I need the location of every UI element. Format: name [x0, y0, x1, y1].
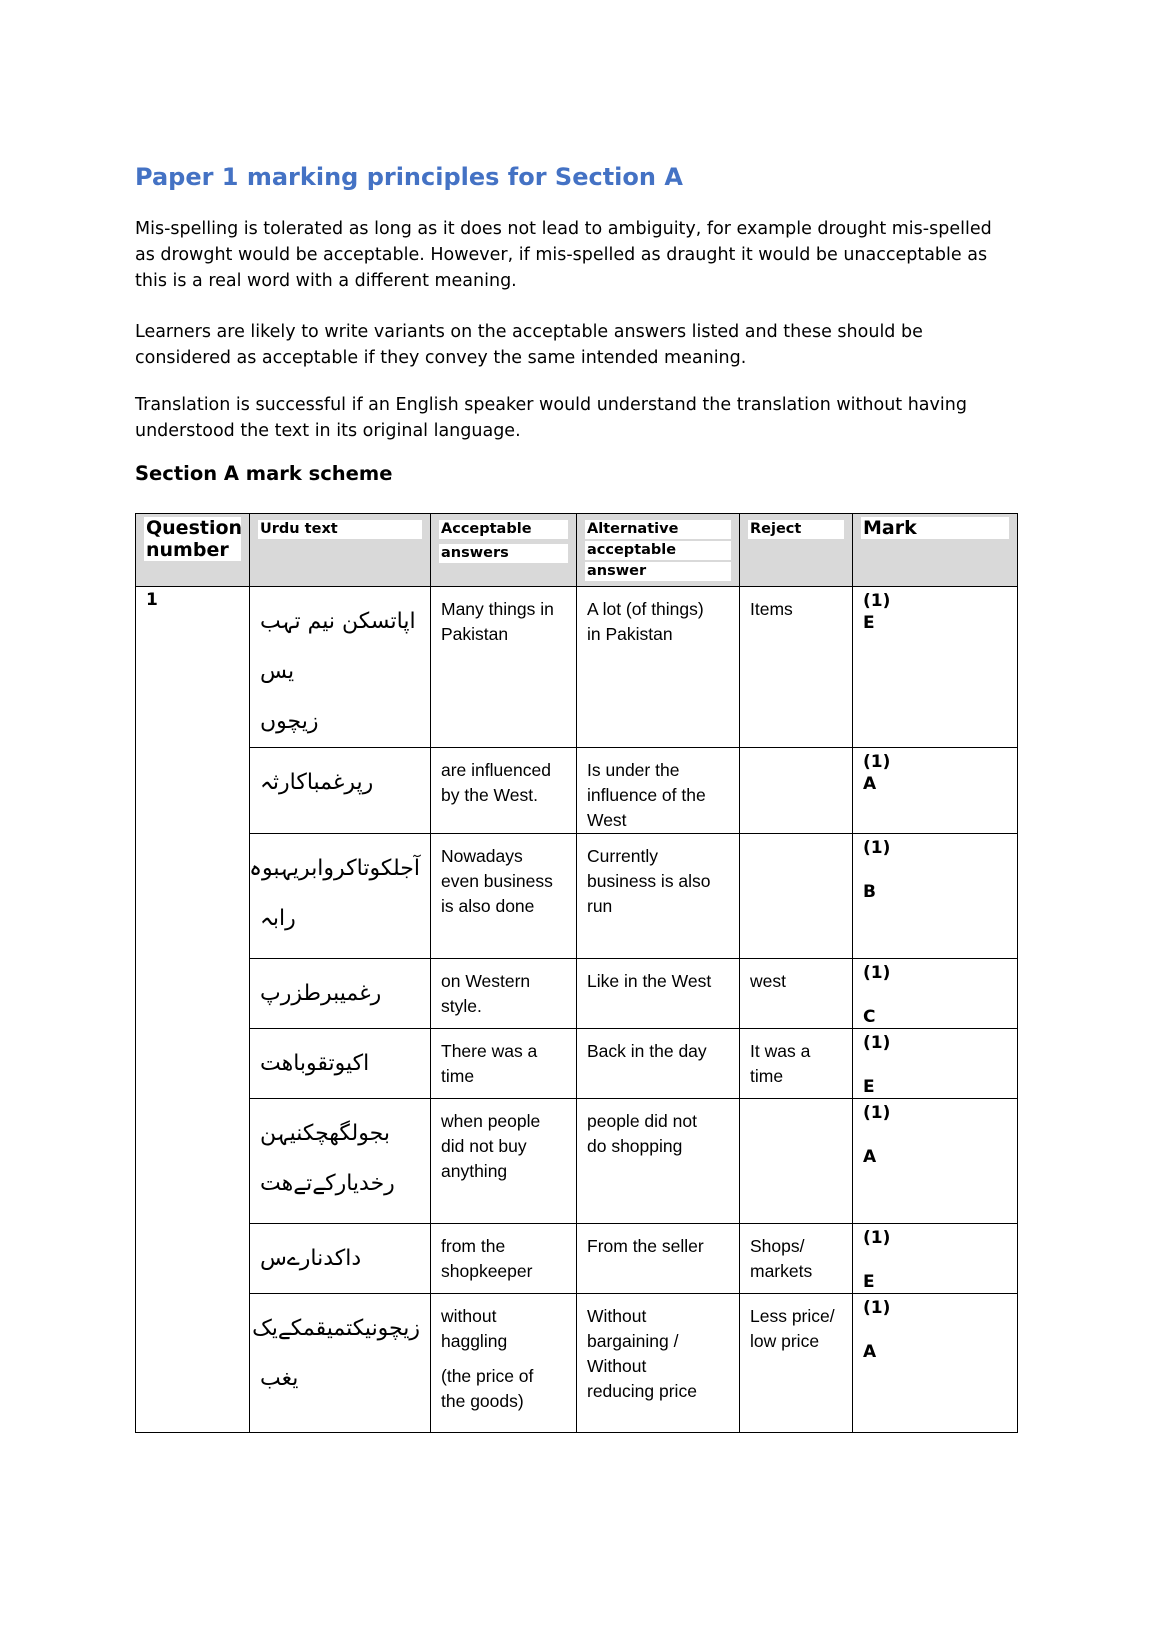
alternative-answer-cell	[577, 1224, 740, 1294]
mark-letter: E	[863, 613, 875, 633]
mark-letter: B	[863, 882, 876, 902]
question-number-cell: 1	[136, 587, 250, 1433]
table-row	[136, 1224, 1018, 1294]
urdu-line: زیچوں	[260, 709, 319, 734]
reject-line: west	[750, 971, 786, 991]
reject-cell	[740, 587, 853, 748]
table-row	[136, 1099, 1018, 1224]
answer-line: Like in the West	[587, 971, 712, 991]
answer-line: without	[441, 1306, 497, 1326]
mark-score: (1)	[863, 752, 891, 772]
answer-line: the goods)	[441, 1391, 524, 1411]
acceptable-answer-cell	[431, 1294, 577, 1433]
answer-line: West	[587, 810, 627, 830]
reject-line: time	[750, 1066, 784, 1086]
reject-line: low price	[750, 1331, 820, 1351]
urdu-text-cell	[250, 748, 431, 834]
answer-line: Without	[587, 1356, 647, 1376]
alternative-answer-cell	[577, 1294, 740, 1433]
answer-line: style.	[441, 996, 482, 1016]
reject-cell	[740, 1029, 853, 1099]
answer-line: From the seller	[587, 1236, 704, 1256]
reject-line: markets	[750, 1261, 813, 1281]
urdu-line: رخدیارکےتےھت	[260, 1171, 395, 1196]
acceptable-answer-cell	[431, 587, 577, 748]
acceptable-answer-cell	[431, 1224, 577, 1294]
header-label: Reject	[748, 520, 844, 539]
answer-line: are influenced	[441, 760, 551, 780]
acceptable-answer-cell	[431, 1099, 577, 1224]
acceptable-answer-cell	[431, 834, 577, 959]
answer-line: when people	[441, 1111, 541, 1131]
mark-cell	[853, 1224, 1018, 1294]
header-label: number	[144, 539, 241, 561]
reject-cell	[740, 1099, 853, 1224]
table-row	[136, 748, 1018, 834]
mark-letter: E	[863, 1077, 875, 1097]
urdu-text-cell	[250, 587, 431, 748]
urdu-text-cell	[250, 1029, 431, 1099]
header-label: Question	[146, 517, 243, 539]
mark-cell	[853, 1029, 1018, 1099]
header-label: answers	[439, 544, 568, 563]
answer-line: Back in the day	[587, 1041, 707, 1061]
urdu-line: اکیوتقوباھت	[260, 1051, 370, 1076]
reject-cell	[740, 959, 853, 1029]
mark-cell	[853, 587, 1018, 748]
urdu-line: آجلکوتاکروابریہبوہ رابہ	[249, 856, 420, 931]
mark-letter: A	[863, 1342, 877, 1362]
answer-line: business is also	[587, 871, 711, 891]
urdu-line: رپرغمباکارثہ	[260, 770, 374, 795]
answer-line: influence of the	[587, 785, 706, 805]
alternative-answer-cell	[577, 959, 740, 1029]
table-header-row	[136, 514, 1018, 587]
mark-letter: A	[863, 1147, 877, 1167]
table-row	[136, 587, 1018, 748]
header-label: Acceptable	[439, 520, 568, 539]
answer-line: Currently	[587, 846, 658, 866]
answer-line: shopkeeper	[441, 1261, 533, 1281]
mark-score: (1)	[863, 1103, 891, 1123]
answer-line: anything	[441, 1161, 508, 1181]
header-question-number	[136, 514, 250, 587]
alternative-answer-cell	[577, 1099, 740, 1224]
table-row	[136, 1294, 1018, 1433]
mark-score: (1)	[863, 1298, 891, 1318]
answer-line: There was a	[441, 1041, 538, 1061]
answer-line: from the	[441, 1236, 506, 1256]
header-alternative-answer	[577, 514, 740, 587]
mark-scheme-table	[135, 513, 1018, 1433]
paragraph-misspelling: Mis-spelling is tolerated as long as it does not lead to ambiguity, for example drought mis-spelled as drowght would be acceptable. However, if mis-spelled as draught it would be unacceptable as this is a real word with a different meaning.	[135, 219, 992, 291]
table-row	[136, 1029, 1018, 1099]
reject-line: Items	[750, 599, 793, 619]
header-label: Alternative	[585, 520, 731, 539]
answer-line: time	[441, 1066, 475, 1086]
header-label: Mark	[861, 517, 1009, 539]
mark-cell	[853, 959, 1018, 1029]
answer-line: run	[587, 896, 613, 916]
mark-cell	[853, 1294, 1018, 1433]
alternative-answer-cell	[577, 834, 740, 959]
reject-cell	[740, 748, 853, 834]
mark-score: (1)	[863, 963, 891, 983]
header-label: acceptable	[585, 541, 731, 560]
urdu-text-cell	[250, 1294, 431, 1433]
answer-line: do shopping	[587, 1136, 683, 1156]
answer-line: Without	[587, 1306, 647, 1326]
header-reject	[740, 514, 853, 587]
table-row	[136, 959, 1018, 1029]
answer-line: A lot (of things)	[587, 599, 704, 619]
acceptable-answer-cell	[431, 959, 577, 1029]
urdu-line: داکدنارےس	[260, 1246, 362, 1271]
header-label: answer	[585, 562, 731, 581]
mark-cell	[853, 1099, 1018, 1224]
answer-line: Nowadays	[441, 846, 523, 866]
reject-line: It was a	[750, 1041, 811, 1061]
reject-cell	[740, 834, 853, 959]
mark-letter: A	[863, 774, 877, 794]
alternative-answer-cell	[577, 587, 740, 748]
answer-line: Is under the	[587, 760, 680, 780]
reject-cell	[740, 1294, 853, 1433]
alternative-answer-cell	[577, 748, 740, 834]
mark-score: (1)	[863, 1033, 891, 1053]
answer-line: on Western	[441, 971, 531, 991]
answer-line: people did not	[587, 1111, 697, 1131]
urdu-line: بجولگھچکنیہن	[260, 1121, 390, 1146]
header-mark	[853, 514, 1018, 587]
header-acceptable-answers	[431, 514, 577, 587]
section-heading: Section A mark scheme	[135, 462, 393, 485]
urdu-text-cell	[250, 1224, 431, 1294]
answer-line: did not buy	[441, 1136, 527, 1156]
mark-score: (1)	[863, 591, 891, 611]
reject-line: Shops/	[750, 1236, 805, 1256]
alternative-answer-cell	[577, 1029, 740, 1099]
mark-score: (1)	[863, 838, 891, 858]
answer-line: is also done	[441, 896, 535, 916]
urdu-line: رغمیبرطزرپ	[260, 981, 382, 1006]
answer-line: in Pakistan	[587, 624, 673, 644]
header-urdu-text	[250, 514, 431, 587]
answer-line: Many things in	[441, 599, 554, 619]
answer-line: by the West.	[441, 785, 538, 805]
mark-score: (1)	[863, 1228, 891, 1248]
table-row	[136, 834, 1018, 959]
urdu-text-cell	[250, 959, 431, 1029]
paragraph-variants: Learners are likely to write variants on the acceptable answers listed and these should be considered as acceptable if they convey the same intended meaning.	[135, 322, 923, 368]
urdu-line: زیچونیکتمیقمکےیک یغب	[252, 1316, 420, 1391]
acceptable-answer-cell	[431, 748, 577, 834]
page-title: Paper 1 marking principles for Section A	[135, 163, 683, 191]
acceptable-answer-cell	[431, 1029, 577, 1099]
urdu-text-cell	[250, 1099, 431, 1224]
answer-line: haggling	[441, 1331, 508, 1351]
answer-line: even business	[441, 871, 553, 891]
answer-line: bargaining /	[587, 1331, 679, 1351]
mark-letter: E	[863, 1272, 875, 1292]
paragraph-translation: Translation is successful if an English speaker would understand the translation without having understood the text in its original language.	[135, 395, 967, 441]
answer-line: (the price of	[441, 1366, 534, 1386]
header-label: Urdu text	[258, 520, 422, 539]
urdu-text-cell	[250, 834, 431, 959]
reject-line: Less price/	[750, 1306, 835, 1326]
answer-line: reducing price	[587, 1381, 697, 1401]
urdu-line: اپاتسکن نیم تہب یس	[260, 609, 416, 684]
answer-line: Pakistan	[441, 624, 509, 644]
mark-cell	[853, 748, 1018, 834]
mark-letter: C	[863, 1007, 876, 1027]
mark-cell	[853, 834, 1018, 959]
reject-cell	[740, 1224, 853, 1294]
